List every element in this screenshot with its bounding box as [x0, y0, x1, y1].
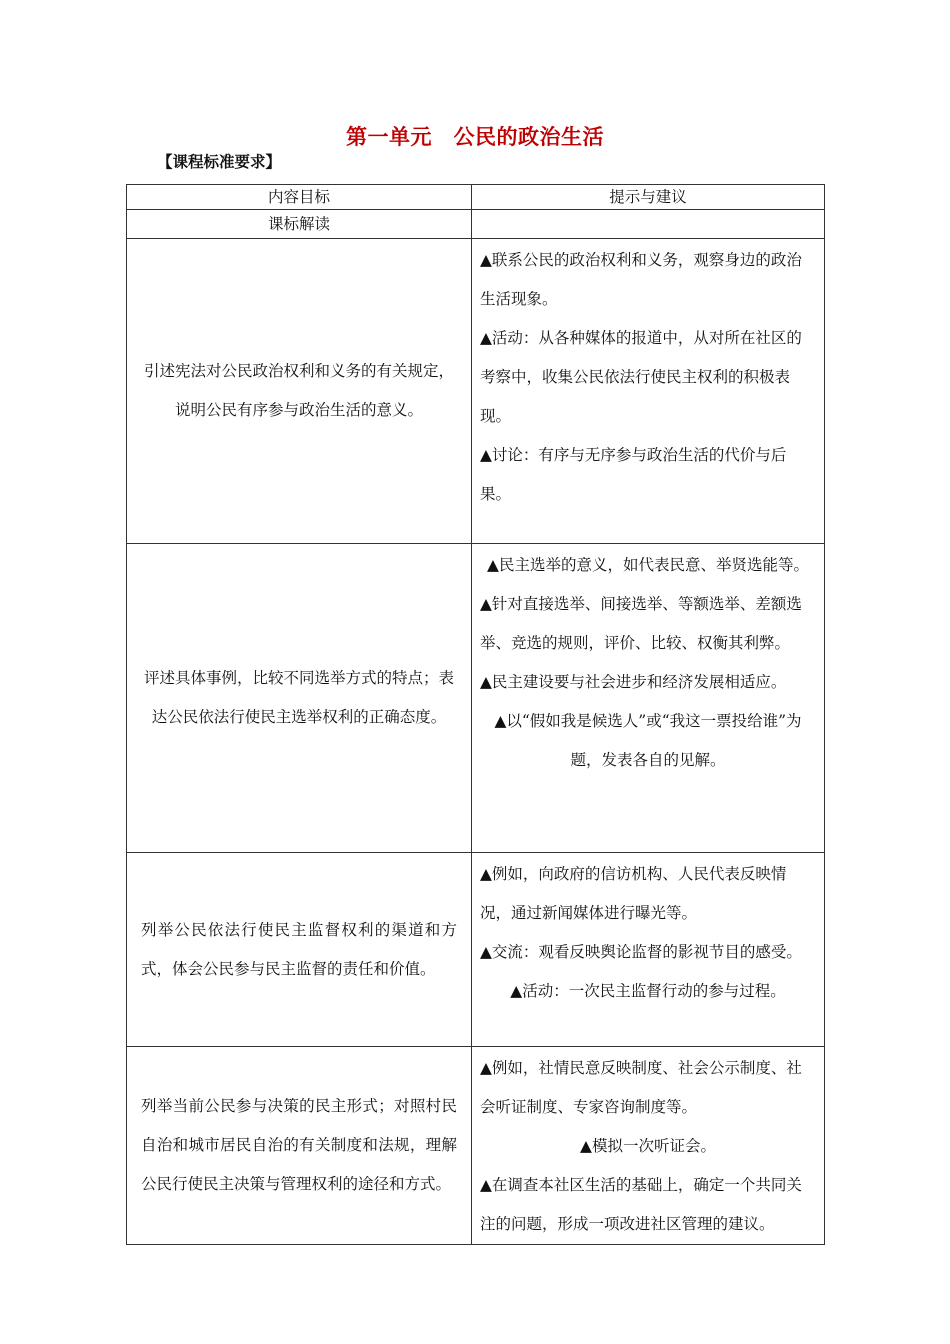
hints-cell — [472, 1047, 825, 1245]
hint-item: ▲例如，向政府的信访机构、人民代表反映情况，通过新闻媒体进行曝光等。 — [480, 865, 787, 922]
subheader-standard-interpretation: 课标解读 — [127, 210, 472, 239]
table-row — [127, 239, 825, 544]
hint-item: ▲联系公民的政治权利和义务，观察身边的政治生活现象。 — [480, 251, 802, 308]
page-title: 第一单元 公民的政治生活 — [346, 124, 604, 149]
goal-cell: 引述宪法对公民政治权利和义务的有关规定，说明公民有序参与政治生活的意义。 — [127, 239, 472, 544]
hint-item: ▲民主选举的意义，如代表民意、举贤选能等。 — [487, 556, 809, 574]
hint-item: ▲民主建设要与社会进步和经济发展相适应。 — [480, 673, 787, 691]
table-row — [127, 853, 825, 1047]
hint-item: ▲模拟一次听证会。 — [580, 1137, 716, 1155]
hint-item: ▲讨论：有序与无序参与政治生活的代价与后果。 — [480, 446, 787, 503]
header-hints: 提示与建议 — [472, 185, 825, 210]
table-subheader-row — [127, 210, 825, 239]
header-content-goal: 内容目标 — [127, 185, 472, 210]
table-header-row — [127, 185, 825, 210]
hint-item: ▲针对直接选举、间接选举、等额选举、差额选举、竞选的规则，评价、比较、权衡其利弊。 — [480, 595, 802, 652]
hint-item: ▲活动：一次民主监督行动的参与过程。 — [510, 982, 786, 1000]
hint-item: ▲在调查本社区生活的基础上，确定一个共同关注的问题，形成一项改进社区管理的建议。 — [480, 1176, 802, 1233]
subheader-empty — [472, 210, 825, 239]
section-heading: 【课程标准要求】 — [157, 152, 282, 171]
hint-item: ▲活动：从各种媒体的报道中，从对所在社区的考察中，收集公民依法行使民主权利的积极表现。 — [480, 329, 802, 425]
hints-cell — [472, 544, 825, 853]
curriculum-table — [126, 184, 825, 1245]
goal-cell: 列举当前公民参与决策的民主形式；对照村民自治和城市居民自治的有关制度和法规，理解公民行使民主决策与管理权利的途径和方式。 — [127, 1047, 472, 1245]
goal-cell: 评述具体事例，比较不同选举方式的特点；表达公民依法行使民主选举权利的正确态度。 — [127, 544, 472, 853]
hint-item: ▲例如，社情民意反映制度、社会公示制度、社会听证制度、专家咨询制度等。 — [480, 1059, 802, 1116]
hints-cell — [472, 239, 825, 544]
table-row — [127, 1047, 825, 1245]
table-row — [127, 544, 825, 853]
hint-item: ▲交流：观看反映舆论监督的影视节目的感受。 — [480, 943, 802, 961]
goal-cell: 列举公民依法行使民主监督权利的渠道和方式，体会公民参与民主监督的责任和价值。 — [127, 853, 472, 1047]
hint-item: ▲以“假如我是候选人”或“我这一票投给谁”为题，发表各自的见解。 — [494, 712, 802, 769]
hints-cell — [472, 853, 825, 1047]
